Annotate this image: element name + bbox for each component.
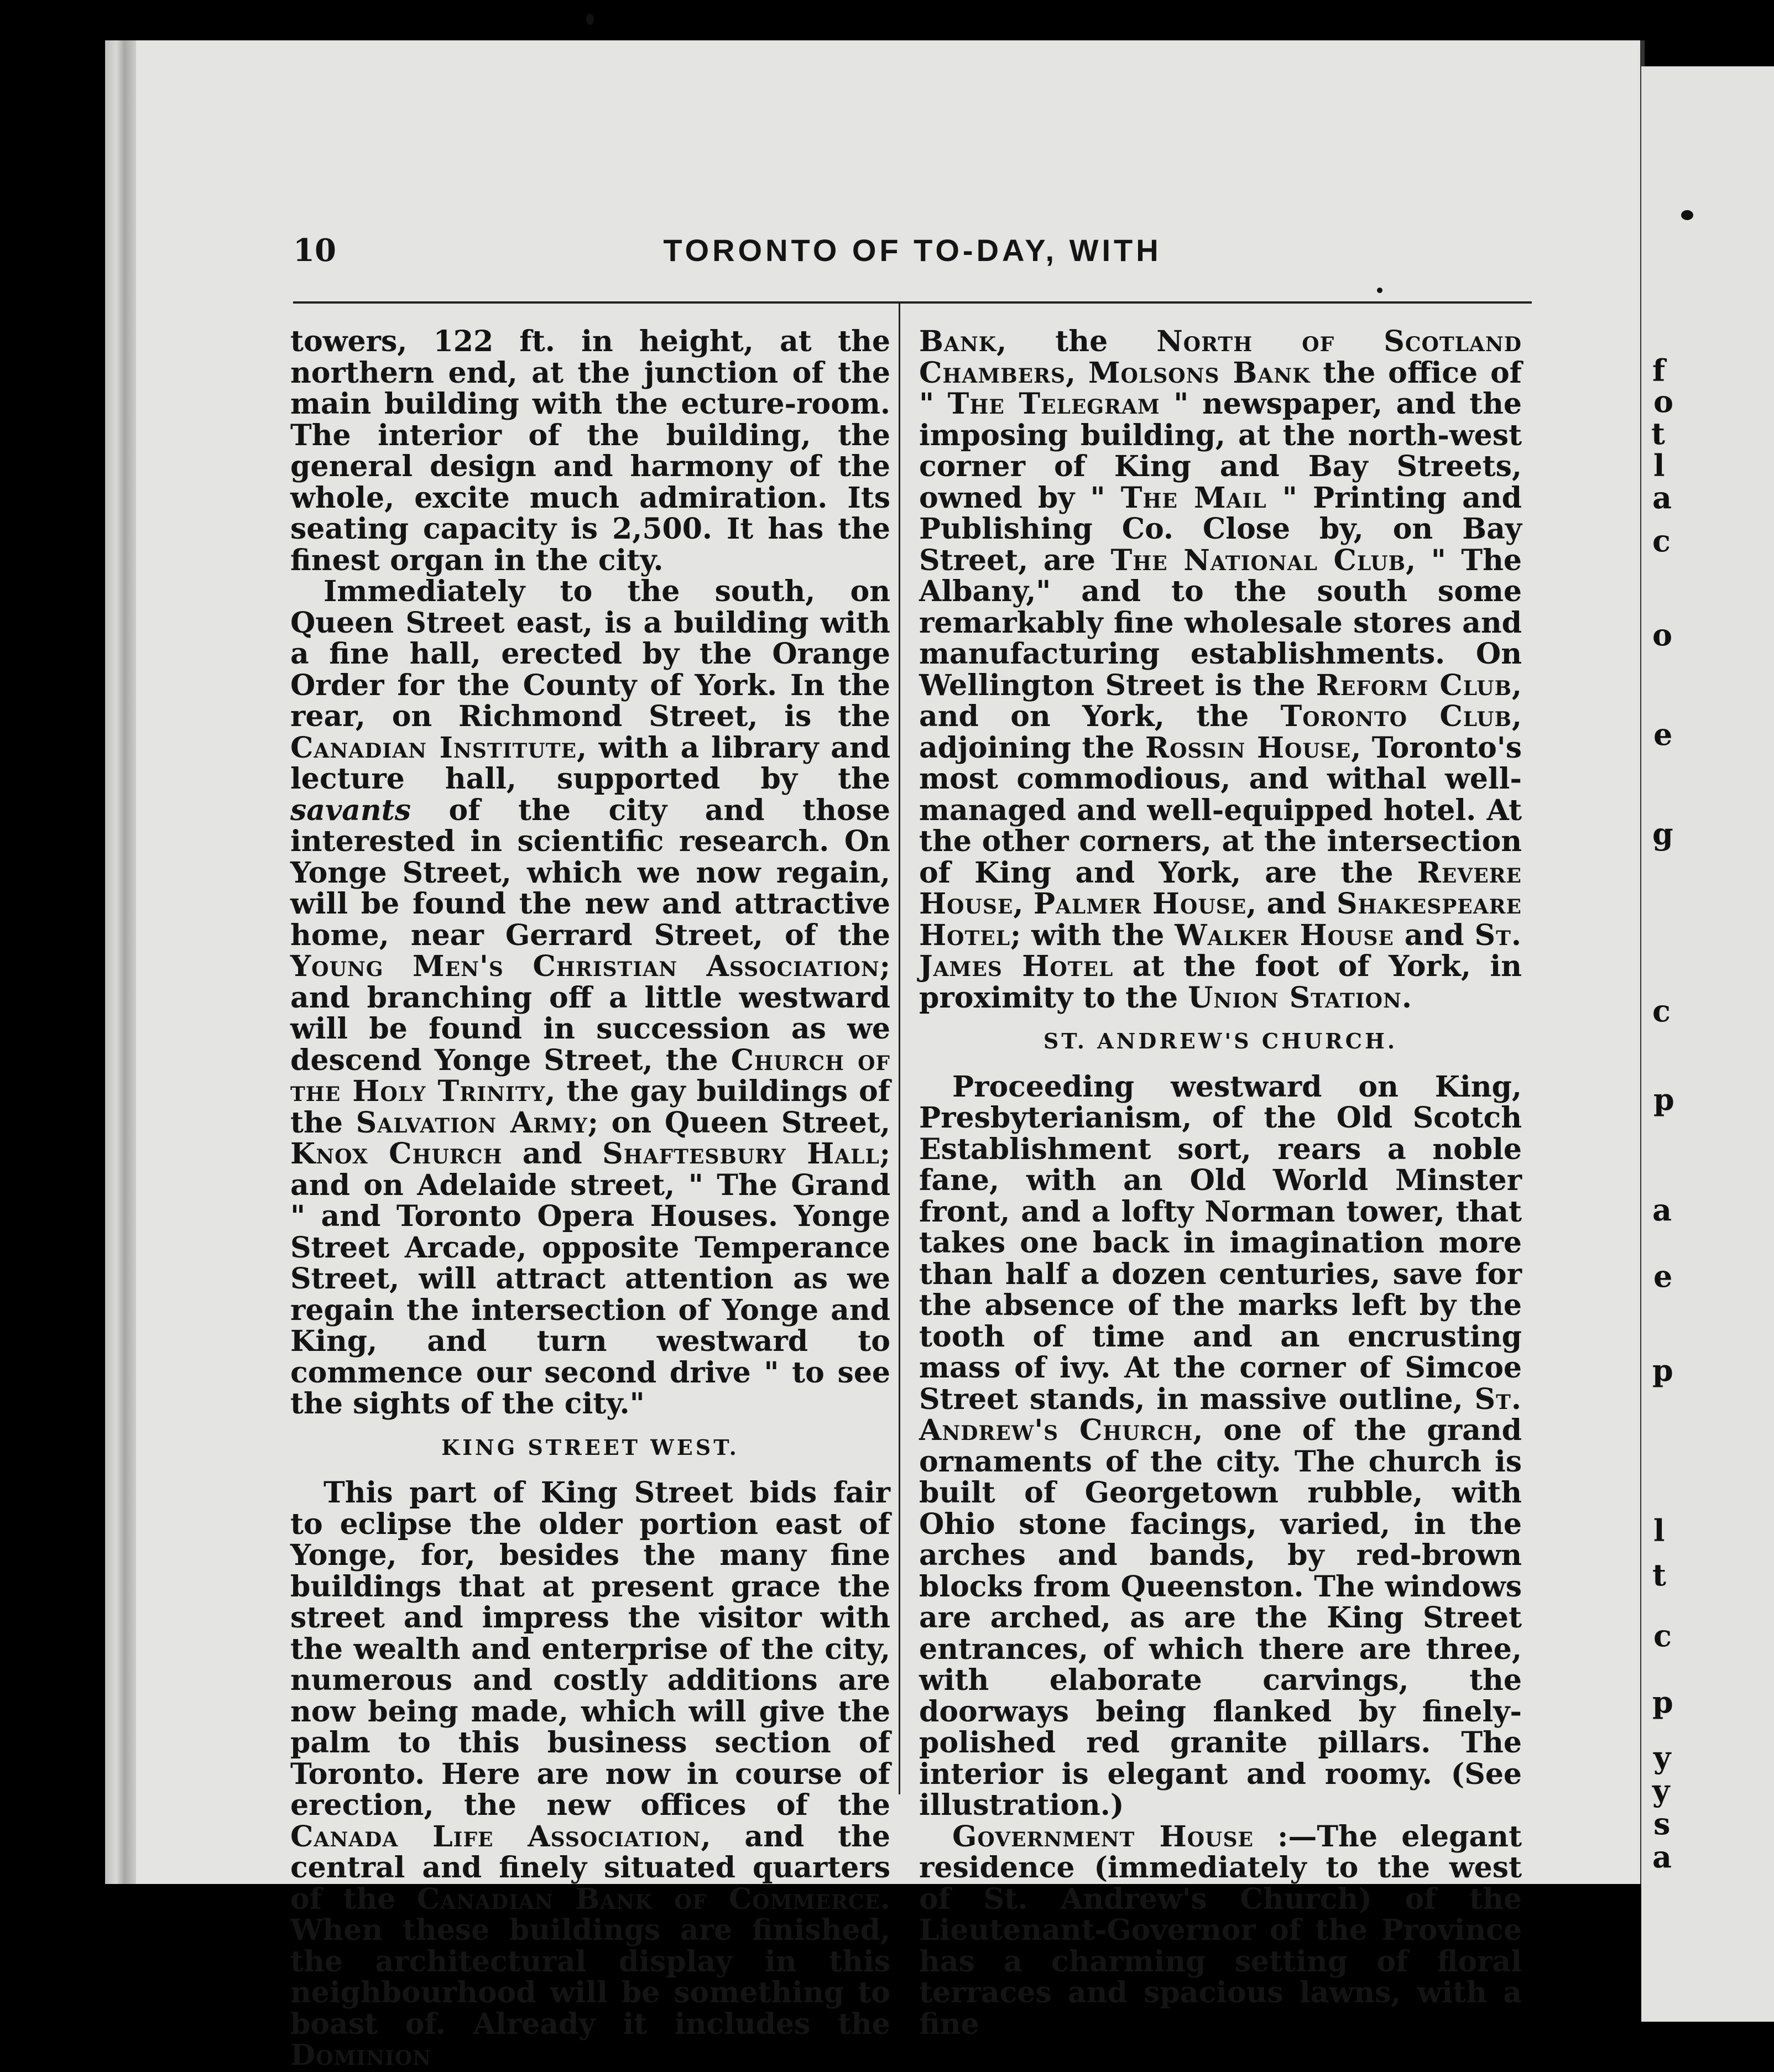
page-number: 10 [293,232,336,269]
running-head: TORONTO OF TO-DAY, WITH [663,233,1162,268]
right-column [919,326,1522,2040]
adjacent-page-letter: l [1653,448,1665,483]
column-divider [899,301,900,1794]
adjacent-page-letter: y [1652,1773,1670,1808]
adjacent-page-letter: a [1652,480,1672,515]
scan-speck [1681,210,1693,220]
adjacent-page-strip [1641,66,1774,2022]
adjacent-page-letter: t [1651,416,1665,451]
adjacent-page-letter: a [1652,1839,1672,1875]
adjacent-page-letter: c [1652,523,1671,559]
adjacent-page-letter: l [1653,1513,1665,1548]
adjacent-page-letter: g [1652,816,1673,852]
adjacent-page-letter: t [1652,1557,1666,1593]
section-heading: KING STREET WEST. [441,1434,739,1460]
adjacent-page-letter: y [1653,1740,1671,1775]
adjacent-page-letter: c [1653,1618,1672,1653]
scan-speck [1377,288,1382,293]
left-column [290,326,890,2071]
adjacent-page-letter: p [1652,1353,1673,1388]
page-edge-shadow [105,40,137,1884]
paragraph: Proceeding westward on King, Presbyterianism, of the Old Scotch Establishment sort, rears a noble fane, with an Old World Minster front, and a lofty Norman tower, that takes one back in imagination more than half a dozen centuries, save for the absence of the marks left by the tooth of time and an encrusting mass of ivy. At the corner of Simcoe Street stands, in massive outline, St. Andrew's Church, one of the grand ornaments of the city. The church is built of Georgetown rubble, with Ohio stone facings, varied, in the arches and bands, by red-brown blocks from Queenston. The windows are arched, as are the King Street entrances, of which there are three, with elaborate carvings, the doorways being flanked by finely-polished red granite pillars. The interior is elegant and roomy. (See illustration.) [919,1069,1522,1822]
adjacent-page-letter: s [1653,1806,1671,1841]
adjacent-page-letter: a [1652,1192,1672,1228]
adjacent-page-letter: p [1652,1684,1673,1720]
adjacent-page-letter: c [1652,993,1671,1029]
page-header [293,232,1532,276]
section-heading: ST. ANDREW'S CHURCH. [1043,1029,1398,1053]
adjacent-page-letter: p [1653,1082,1674,1117]
adjacent-page-letter: o [1652,617,1673,653]
paragraph: Immediately to the south, on Queen Street east, is a building with a fine hall, erected by the Orange Order for the County of York. In the rear, on Richmond Street, is the Canadian Institute, with a library and lecture hall, supported by the savants of the city and those interested in scientific research. On Yonge Street, which we now regain, will be found the new and attractive home, near Gerrard Street, of the Young Men's Christian Association; and branching off a little westward will be found in succession as we descend Yonge Street, the Church of the Holy Trinity, the gay buildings of the Salvation Army; on Queen Street, Knox Church and Shaftesbury Hall; and on Adelaide street, " The Grand " and Toronto Opera Houses. Yonge Street Arcade, opposite Temperance Street, will attract attention as we regain the intersection of Yonge and King, and turn westward to commence our second drive " to see the sights of the city." [290,575,890,1421]
scan-speck [586,14,594,25]
paragraph: This part of King Street bids fair to eclipse the older portion east of Yonge, for, besides the many fine buildings that at present grace the street and impress the visitor with the wealth and enterprise of the city, numerous and costly additions are now being made, which will give the palm to this business section of Toronto. Here are now in course of erection, the new offices of the Canada Life Association, and the central and finely situated quarters of the Canadian Bank of Commerce. When these buildings are finished, the architectural display in this neighbourhood will be something to boast of. Already it includes the Dominion [290,1476,891,2072]
adjacent-page-letter: o [1653,384,1674,419]
adjacent-page-letter: e [1653,1259,1673,1294]
adjacent-page-letter: f [1652,353,1666,388]
paragraph: towers, 122 ft. in height, at the northern end, at the junction of the main building with the ecture-room. The interior of the building, the general design and harmony of the whole, excite much admiration. Its seating capacity is 2,500. It has the finest organ in the city. [290,325,890,577]
paragraph: Government House :—The elegant residence (immediately to the west of St. Andrew's Church) of the Lieutenant-Governor of the Province has a charming setting of floral terraces and spacious lawns, with a fine [919,1819,1522,2041]
paragraph: Bank, the North of Scotland Chambers, Molsons Bank the office of " The Telegram " newspaper, and the imposing building, at the north-west corner of King and Bay Streets, owned by " The Mail " Printing and Publishing Co. Close by, on Bay Street, are The National Club, " The Albany," and to the south some remarkably fine wholesale stores and manufacturing establishments. On Wellington Street is the Reform Club, and on York, the Toronto Club, adjoining the Rossin House, Toronto's most commodious, and withal well-managed and well-equipped hotel. At the other corners, at the intersection of King and York, are the Revere House, Palmer House, and Shakespeare Hotel; with the Walker House and St. James Hotel at the foot of York, in proximity to the Union Station. [919,325,1522,1015]
header-rule [293,301,1532,304]
adjacent-page-letter: e [1653,717,1673,752]
